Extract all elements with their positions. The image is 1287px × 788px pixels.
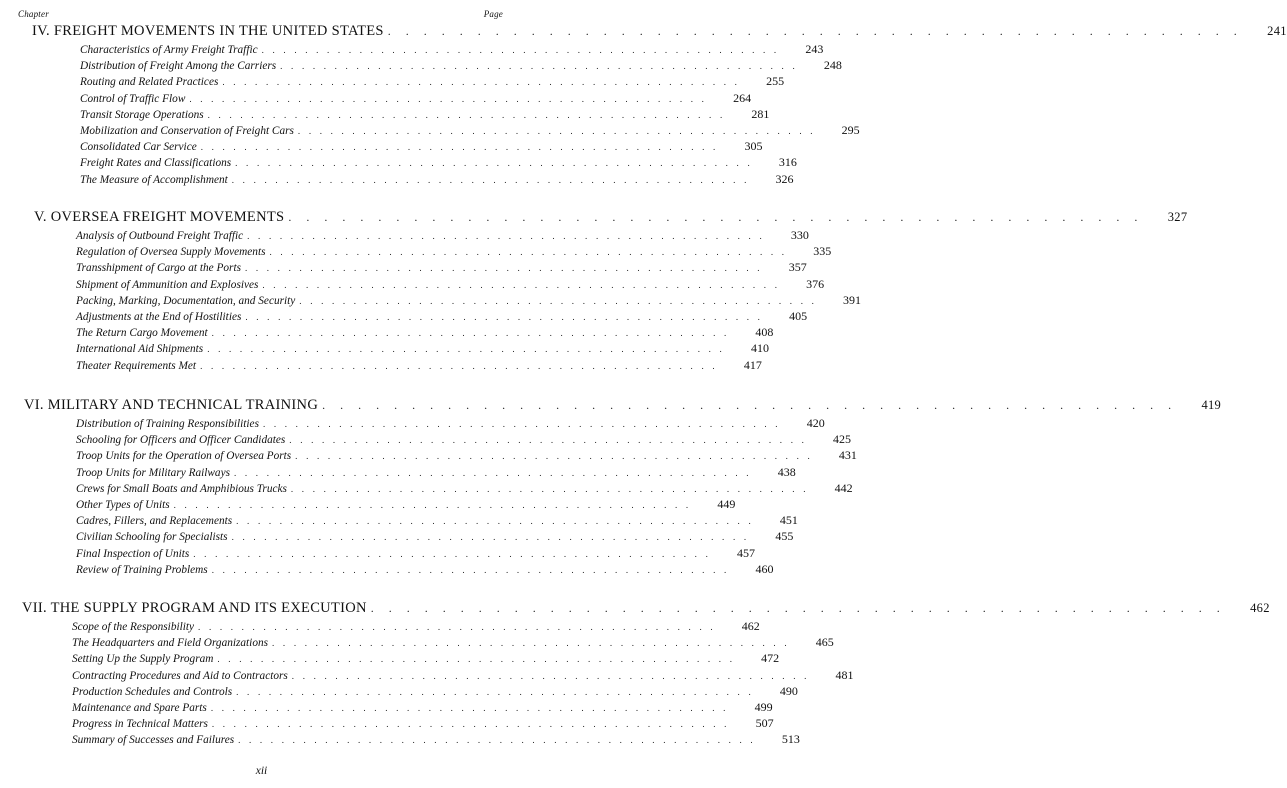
- dot-leader: . . . . . . . . . . . . . . . . . . . . . . . . . . . . . . . . . . . . . . . . . . . . . . . .: [236, 516, 754, 527]
- section-entry: [76, 325, 774, 340]
- section-page-number: 438: [777, 464, 796, 479]
- section-page-number: 449: [717, 497, 736, 511]
- section-title: Distribution of Training Responsibilities: [76, 418, 259, 430]
- section-page-number: 335: [813, 244, 832, 259]
- section-page-number: 462: [741, 619, 760, 633]
- dot-leader: . . . . . . . . . . . . . . . . . . . . . . . . . . . . . . . . . . . . . . . . . . . . . . . .: [173, 500, 692, 510]
- chapter-page-number: 419: [1201, 398, 1222, 412]
- section-entry: [80, 42, 824, 57]
- dot-leader: . . . . . . . . . . . . . . . . . . . . . . . . . . . . . . . . . . . . . . . . . . . . . . . .: [297, 126, 816, 136]
- section-title: Shipment of Ammunition and Explosives: [76, 278, 259, 291]
- section-title: Packing, Marking, Documentation, and Security: [76, 294, 296, 307]
- section-title: Scope of the Responsibility: [72, 621, 195, 633]
- section-entry: [76, 416, 825, 431]
- section-entry: [76, 497, 736, 512]
- section-title: Control of Traffic Flow: [80, 92, 186, 105]
- section-title: Civilian Schooling for Specialists: [76, 531, 228, 544]
- section-title: Theater Requirements Met: [76, 359, 197, 372]
- section-entry: [80, 155, 797, 170]
- dot-leader: . . . . . . . . . . . . . . . . . . . . . . . . . . . . . . . . . . . . . . . . . . . . . . . .: [262, 419, 781, 429]
- section-title: Distribution of Freight Among the Carriers: [80, 60, 277, 73]
- section-title: Setting Up the Supply Program: [72, 653, 214, 666]
- dot-leader: . . . . . . . . . . . . . . . . . . . . . . . . . . . . . . . . . . . . . . . . . . . . . . . .: [291, 670, 810, 681]
- dot-leader: . . . . . . . . . . . . . . . . . . . . . . . . . . . . . . . . . . . . . . . . . . . . . . . .: [231, 174, 750, 185]
- dot-leader: . . . . . . . . . . . . . . . . . . . . . . . . . . . . . . . . . . . . . . . . . . . . . . . .: [193, 548, 712, 559]
- dot-leader: . . . . . . . . . . . . . . . . . . . . . . . . . . . . . . . . . . . . . . . . . . . . . . . .: [222, 77, 741, 88]
- section-title: Review of Training Problems: [76, 563, 208, 576]
- section-title: Consolidated Car Service: [80, 141, 197, 154]
- chapter-page-number: 241: [1267, 24, 1287, 38]
- section-title: Schooling for Officers and Officer Candidates: [76, 434, 286, 447]
- chapter-entry: [22, 600, 1270, 617]
- section-entry: [76, 244, 832, 259]
- dot-leader: . . . . . . . . . . . . . . . . . . . . . . . . . . . . . . . . . . . . . . . . . . . . . . . .: [387, 24, 1243, 38]
- section-page-number: 281: [751, 106, 770, 121]
- section-entry: [72, 732, 800, 747]
- dot-leader: . . . . . . . . . . . . . . . . . . . . . . . . . . . . . . . . . . . . . . . . . . . . . . . .: [235, 158, 753, 169]
- dot-leader: . . . . . . . . . . . . . . . . . . . . . . . . . . . . . . . . . . . . . . . . . . . . . . . .: [262, 279, 781, 290]
- section-entry: [76, 464, 796, 480]
- section-page-number: 490: [779, 683, 798, 698]
- section-title: Transshipment of Cargo at the Ports: [76, 262, 241, 275]
- section-entry: [80, 139, 763, 154]
- section-title: Troop Units for the Operation of Oversea Ports: [76, 450, 292, 463]
- section-entry: [72, 651, 780, 666]
- section-title: Freight Rates and Classifications: [80, 157, 232, 170]
- section-page-number: 255: [766, 74, 785, 89]
- dot-leader: . . . . . . . . . . . . . . . . . . . . . . . . . . . . . . . . . . . . . . . . . . . . . . . .: [288, 210, 1144, 224]
- section-title: The Measure of Accomplishment: [80, 173, 228, 186]
- section-page-number: 513: [781, 732, 800, 747]
- dot-leader: . . . . . . . . . . . . . . . . . . . . . . . . . . . . . . . . . . . . . . . . . . . . . . . .: [200, 142, 719, 153]
- section-entry: [72, 683, 798, 699]
- section-page-number: 442: [834, 480, 853, 495]
- section-title: The Return Cargo Movement: [76, 327, 208, 340]
- section-page-number: 376: [806, 276, 825, 291]
- section-page-number: 455: [775, 529, 794, 544]
- section-title: Regulation of Oversea Supply Movements: [76, 246, 266, 259]
- dot-leader: . . . . . . . . . . . . . . . . . . . . . . . . . . . . . . . . . . . . . . . . . . . . . . . .: [207, 109, 726, 120]
- section-entry: [72, 700, 773, 715]
- chapter-entry: [34, 209, 1188, 226]
- section-page-number: 326: [775, 171, 794, 186]
- dot-leader: . . . . . . . . . . . . . . . . . . . . . . . . . . . . . . . . . . . . . . . . . . . . . . . .: [261, 45, 780, 55]
- chapter-page-number: 327: [1167, 210, 1188, 224]
- chapter-title: V. OVERSEA FREIGHT MOVEMENTS: [34, 209, 285, 225]
- section-page-number: 431: [838, 448, 857, 463]
- dot-leader: . . . . . . . . . . . . . . . . . . . . . . . . . . . . . . . . . . . . . . . . . . . . . . . .: [231, 532, 750, 543]
- dot-leader: . . . . . . . . . . . . . . . . . . . . . . . . . . . . . . . . . . . . . . . . . . . . . . . .: [247, 231, 765, 241]
- section-entry: [80, 90, 752, 106]
- chapter-title: VII. THE SUPPLY PROGRAM AND ITS EXECUTION: [22, 600, 367, 616]
- dot-leader: . . . . . . . . . . . . . . . . . . . . . . . . . . . . . . . . . . . . . . . . . . . . . . . .: [200, 360, 718, 371]
- section-entry: [80, 74, 785, 89]
- section-entry: [80, 58, 842, 73]
- dot-leader: . . . . . . . . . . . . . . . . . . . . . . . . . . . . . . . . . . . . . . . . . . . . . . . .: [370, 601, 1226, 615]
- section-page-number: 243: [805, 42, 824, 56]
- page-column-label: Page: [483, 9, 503, 19]
- dot-leader: . . . . . . . . . . . . . . . . . . . . . . . . . . . . . . . . . . . . . . . . . . . . . . . .: [189, 93, 708, 104]
- section-title: International Aid Shipments: [76, 343, 204, 356]
- dot-leader: . . . . . . . . . . . . . . . . . . . . . . . . . . . . . . . . . . . . . . . . . . . . . . . .: [234, 467, 752, 478]
- section-title: Final Inspection of Units: [76, 547, 190, 560]
- section-entry: [76, 341, 769, 356]
- chapter-title: VI. MILITARY AND TECHNICAL TRAINING: [24, 397, 319, 413]
- section-page-number: 481: [835, 667, 854, 682]
- chapter-page-number: 462: [1250, 601, 1270, 615]
- section-page-number: 451: [779, 513, 798, 528]
- chapter-entry: [32, 23, 1287, 40]
- section-title: Progress in Technical Matters: [72, 718, 208, 731]
- section-entry: [80, 123, 860, 138]
- dot-leader: . . . . . . . . . . . . . . . . . . . . . . . . . . . . . . . . . . . . . . . . . . . . . . . .: [269, 247, 788, 258]
- section-page-number: 330: [790, 228, 809, 242]
- section-title: Characteristics of Army Freight Traffic: [80, 44, 258, 56]
- dot-leader: . . . . . . . . . . . . . . . . . . . . . . . . . . . . . . . . . . . . . . . . . . . . . . . .: [211, 328, 730, 339]
- chapter-title: IV. FREIGHT MOVEMENTS IN THE UNITED STATES: [32, 23, 384, 39]
- section-page-number: 460: [755, 561, 774, 576]
- section-page-number: 391: [843, 292, 862, 307]
- dot-leader: . . . . . . . . . . . . . . . . . . . . . . . . . . . . . . . . . . . . . . . . . . . . . . . .: [211, 564, 730, 575]
- section-page-number: 264: [733, 90, 752, 105]
- section-title: Transit Storage Operations: [80, 108, 204, 121]
- section-entry: [76, 529, 794, 544]
- dot-leader: . . . . . . . . . . . . . . . . . . . . . . . . . . . . . . . . . . . . . . . . . . . . . . . .: [245, 312, 764, 322]
- dot-leader: . . . . . . . . . . . . . . . . . . . . . . . . . . . . . . . . . . . . . . . . . . . . . . . .: [289, 435, 808, 446]
- section-title: Summary of Successes and Failures: [72, 734, 235, 747]
- section-page-number: 499: [754, 700, 773, 714]
- section-page-number: 457: [737, 545, 756, 560]
- dot-leader: . . . . . . . . . . . . . . . . . . . . . . . . . . . . . . . . . . . . . . . . . . . . . . . .: [244, 263, 763, 274]
- section-entry: [76, 292, 862, 308]
- section-entry: [72, 619, 760, 634]
- section-title: Other Types of Units: [76, 499, 170, 511]
- dot-leader: . . . . . . . . . . . . . . . . . . . . . . . . . . . . . . . . . . . . . . . . . . . . . . . .: [210, 703, 729, 713]
- dot-leader: . . . . . . . . . . . . . . . . . . . . . . . . . . . . . . . . . . . . . . . . . . . . . . . .: [217, 654, 736, 665]
- dot-leader: . . . . . . . . . . . . . . . . . . . . . . . . . . . . . . . . . . . . . . . . . . . . . . . .: [290, 483, 809, 494]
- section-entry: [76, 260, 807, 275]
- section-page-number: 357: [788, 260, 807, 275]
- section-entry: [76, 448, 857, 463]
- section-page-number: 405: [789, 309, 808, 323]
- dot-leader: . . . . . . . . . . . . . . . . . . . . . . . . . . . . . . . . . . . . . . . . . . . . . . . .: [207, 344, 725, 355]
- section-entry: [80, 171, 794, 187]
- section-title: Routing and Related Practices: [80, 76, 219, 89]
- section-title: Analysis of Outbound Freight Traffic: [76, 230, 244, 242]
- dot-leader: . . . . . . . . . . . . . . . . . . . . . . . . . . . . . . . . . . . . . . . . . . . . . . . .: [236, 686, 754, 697]
- page-number: xii: [255, 765, 268, 777]
- section-entry: [72, 635, 834, 650]
- section-page-number: 417: [743, 357, 762, 372]
- section-title: Troop Units for Military Railways: [76, 466, 230, 479]
- dot-leader: . . . . . . . . . . . . . . . . . . . . . . . . . . . . . . . . . . . . . . . . . . . . . . . .: [211, 719, 730, 730]
- section-page-number: 295: [841, 123, 860, 137]
- section-entry: [76, 432, 852, 447]
- dot-leader: . . . . . . . . . . . . . . . . . . . . . . . . . . . . . . . . . . . . . . . . . . . . . . . .: [238, 735, 756, 746]
- section-entry: [72, 667, 854, 683]
- section-page-number: 248: [823, 58, 842, 73]
- chapter-entry: [24, 397, 1222, 414]
- section-title: Maintenance and Spare Parts: [72, 702, 207, 714]
- section-entry: [76, 228, 809, 243]
- section-title: Cadres, Fillers, and Replacements: [76, 515, 233, 528]
- chapter-column-label: Chapter: [18, 9, 49, 19]
- dot-leader: . . . . . . . . . . . . . . . . . . . . . . . . . . . . . . . . . . . . . . . . . . . . . . . .: [272, 638, 790, 649]
- section-title: Production Schedules and Controls: [72, 685, 233, 698]
- section-entry: [76, 561, 774, 577]
- section-entry: [76, 545, 756, 561]
- section-title: Contracting Procedures and Aid to Contractors: [72, 669, 288, 682]
- section-entry: [76, 357, 762, 373]
- dot-leader: . . . . . . . . . . . . . . . . . . . . . . . . . . . . . . . . . . . . . . . . . . . . . . . .: [280, 61, 798, 72]
- section-entry: [76, 513, 798, 528]
- section-title: Mobilization and Conservation of Freight Cars: [80, 125, 294, 137]
- section-page-number: 410: [750, 341, 769, 356]
- section-title: The Headquarters and Field Organizations: [72, 637, 269, 650]
- dot-leader: . . . . . . . . . . . . . . . . . . . . . . . . . . . . . . . . . . . . . . . . . . . . . . . .: [299, 295, 818, 306]
- section-title: Crews for Small Boats and Amphibious Trucks: [76, 482, 287, 495]
- section-entry: [76, 480, 853, 496]
- dot-leader: . . . . . . . . . . . . . . . . . . . . . . . . . . . . . . . . . . . . . . . . . . . . . . . .: [295, 451, 813, 462]
- section-page-number: 420: [806, 416, 825, 430]
- section-entry: [72, 716, 774, 731]
- dot-leader: . . . . . . . . . . . . . . . . . . . . . . . . . . . . . . . . . . . . . . . . . . . . . . . .: [198, 622, 716, 632]
- section-page-number: 305: [744, 139, 763, 154]
- section-entry: [80, 106, 770, 122]
- section-page-number: 316: [778, 155, 797, 170]
- section-title: Adjustments at the End of Hostilities: [76, 311, 242, 323]
- dot-leader: . . . . . . . . . . . . . . . . . . . . . . . . . . . . . . . . . . . . . . . . . . . . . . . .: [322, 398, 1178, 412]
- section-page-number: 507: [755, 716, 774, 731]
- section-page-number: 465: [815, 635, 834, 650]
- section-entry: [76, 276, 825, 292]
- section-page-number: 472: [761, 651, 780, 666]
- section-page-number: 408: [755, 325, 774, 340]
- section-entry: [76, 309, 808, 324]
- section-page-number: 425: [833, 432, 852, 447]
